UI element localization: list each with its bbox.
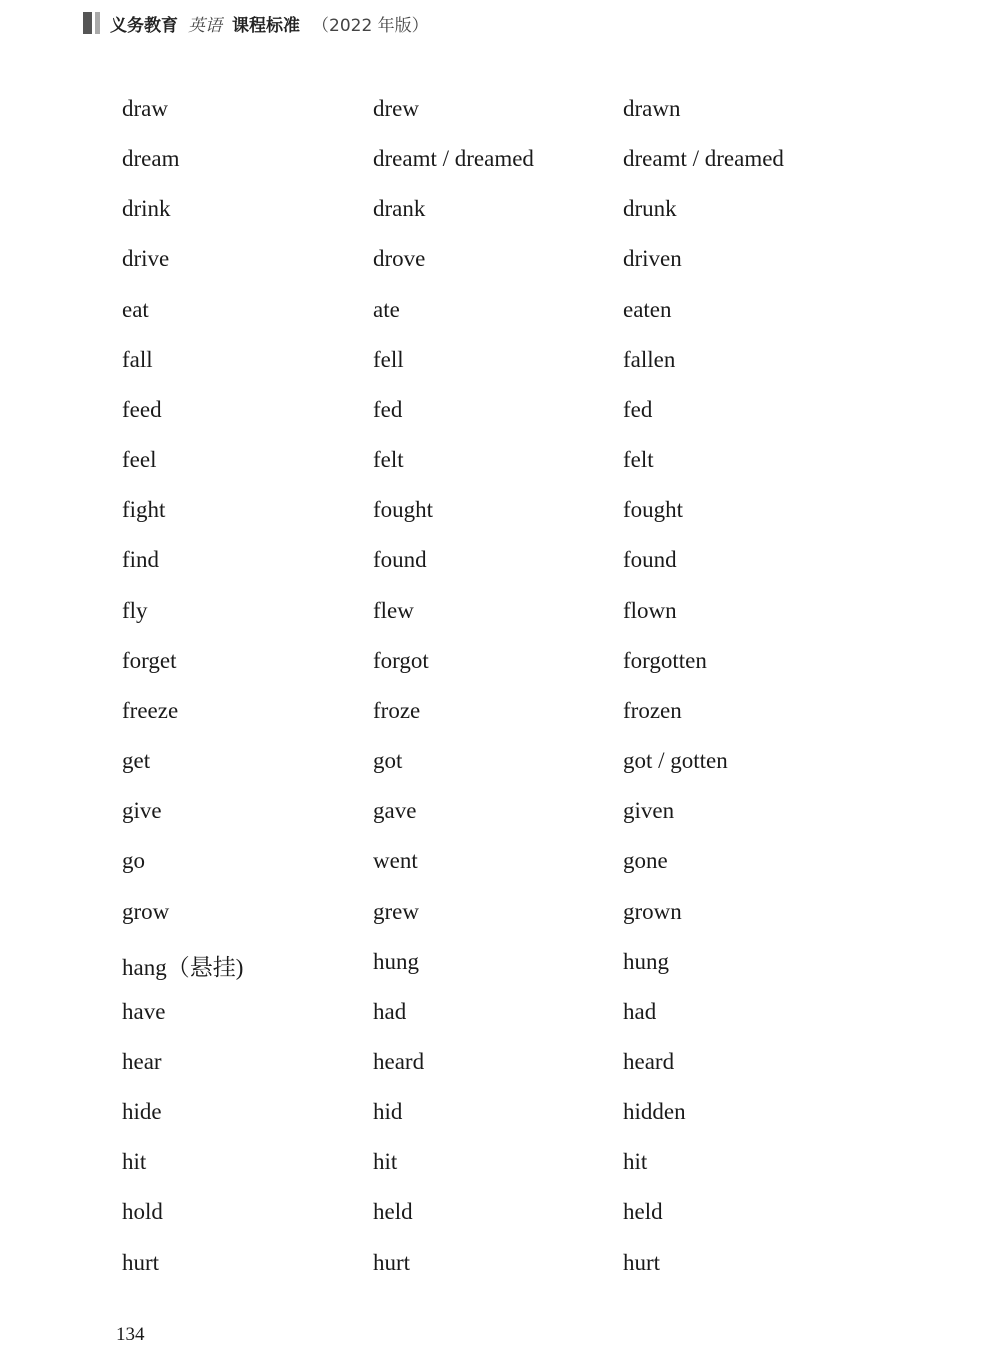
past-tense: hid bbox=[373, 1099, 403, 1125]
past-participle: felt bbox=[623, 447, 654, 473]
past-tense: flew bbox=[373, 597, 414, 623]
base-form: draw bbox=[122, 96, 168, 121]
past-tense: found bbox=[373, 547, 427, 573]
past-participle: hidden bbox=[623, 1099, 686, 1125]
past-tense: hurt bbox=[373, 1249, 411, 1275]
past-tense: drew bbox=[373, 96, 419, 121]
past-participle: had bbox=[623, 998, 657, 1024]
past-tense: held bbox=[373, 1199, 413, 1225]
base-form: fight bbox=[122, 497, 166, 523]
header-edition: （2022 年版） bbox=[312, 15, 429, 36]
past-participle: fallen bbox=[623, 346, 676, 372]
past-participle: heard bbox=[623, 1048, 675, 1074]
past-participle: gone bbox=[623, 848, 668, 874]
base-form: hold bbox=[122, 1199, 163, 1225]
past-tense: ate bbox=[373, 296, 400, 322]
past-participle: hurt bbox=[623, 1249, 661, 1275]
past-tense: froze bbox=[373, 697, 421, 723]
past-participle: given bbox=[623, 798, 675, 824]
base-form: hit bbox=[122, 1149, 147, 1175]
past-participle: fought bbox=[623, 497, 684, 523]
base-form: hide bbox=[122, 1099, 162, 1125]
header-standard: 课程标准 bbox=[232, 15, 300, 36]
base-form: give bbox=[122, 798, 162, 824]
past-participle: drunk bbox=[623, 196, 677, 222]
past-participle: found bbox=[623, 547, 677, 573]
base-form: hurt bbox=[122, 1249, 160, 1275]
past-participle: grown bbox=[623, 898, 682, 924]
past-tense: drank bbox=[373, 196, 426, 222]
past-participle: dreamt / dreamed bbox=[623, 146, 784, 172]
header-title: 义务教育 bbox=[110, 15, 178, 36]
base-form: go bbox=[122, 848, 145, 874]
base-form: feel bbox=[122, 447, 157, 473]
base-form: grow bbox=[122, 898, 170, 924]
running-header bbox=[83, 10, 429, 36]
past-participle: driven bbox=[623, 246, 682, 272]
base-form: freeze bbox=[122, 697, 179, 723]
header-bar-light bbox=[95, 12, 100, 34]
base-form: hear bbox=[122, 1048, 162, 1074]
past-tense: fed bbox=[373, 396, 403, 422]
past-tense: fell bbox=[373, 346, 404, 372]
past-participle: fed bbox=[623, 396, 653, 422]
base-form: eat bbox=[122, 296, 149, 322]
header-bar-dark bbox=[83, 12, 92, 34]
past-participle: forgotten bbox=[623, 647, 707, 673]
base-form: dream bbox=[122, 146, 180, 172]
past-participle: held bbox=[623, 1199, 663, 1225]
past-participle: drawn bbox=[623, 96, 681, 121]
past-tense: fought bbox=[373, 497, 434, 523]
base-form: feed bbox=[122, 396, 162, 422]
past-tense: hung bbox=[373, 948, 419, 974]
past-tense: hit bbox=[373, 1149, 398, 1175]
past-participle: frozen bbox=[623, 697, 682, 723]
base-form: hang（悬挂) bbox=[122, 954, 244, 980]
past-tense: heard bbox=[373, 1048, 425, 1074]
past-tense: gave bbox=[373, 798, 417, 824]
past-tense: grew bbox=[373, 898, 419, 924]
header-subject: 英语 bbox=[188, 15, 222, 36]
base-form: fall bbox=[122, 346, 153, 372]
past-tense: had bbox=[373, 998, 407, 1024]
past-participle: got / gotten bbox=[623, 748, 728, 774]
past-participle: hung bbox=[623, 948, 669, 974]
past-tense: went bbox=[373, 848, 418, 874]
base-form: find bbox=[122, 547, 160, 573]
past-participle: hit bbox=[623, 1149, 648, 1175]
past-tense: felt bbox=[373, 447, 404, 473]
base-form: drive bbox=[122, 246, 170, 272]
page-number: 134 bbox=[116, 1324, 145, 1345]
past-participle: flown bbox=[623, 597, 677, 623]
base-form: get bbox=[122, 748, 151, 774]
base-form: fly bbox=[122, 597, 148, 623]
past-tense: dreamt / dreamed bbox=[373, 146, 534, 172]
past-participle: eaten bbox=[623, 296, 672, 322]
past-tense: forgot bbox=[373, 647, 429, 673]
past-tense: drove bbox=[373, 246, 426, 272]
base-form: have bbox=[122, 998, 166, 1024]
past-tense: got bbox=[373, 748, 403, 774]
base-form: forget bbox=[122, 647, 177, 673]
base-form: drink bbox=[122, 196, 171, 222]
